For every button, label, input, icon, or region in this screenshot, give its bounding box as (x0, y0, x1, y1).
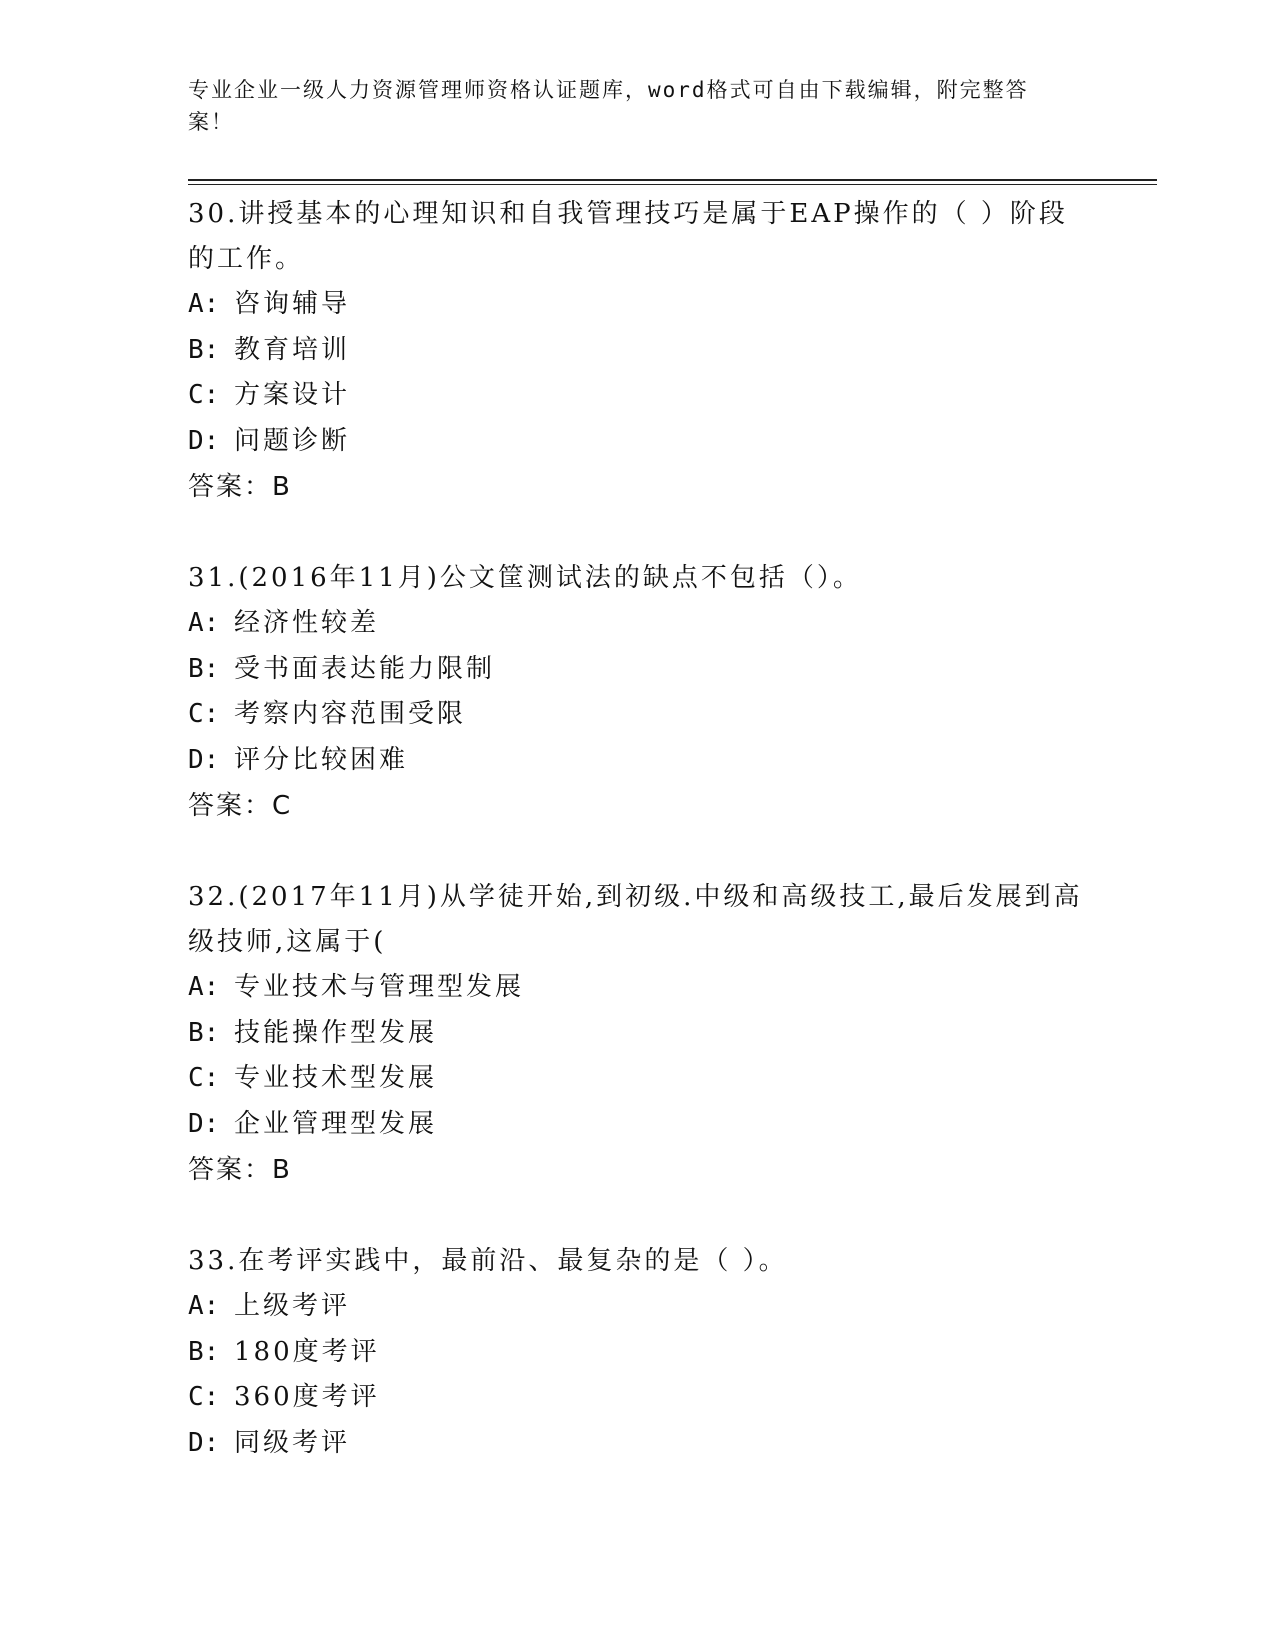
page-header: 专业企业一级人力资源管理师资格认证题库，word格式可自由下载编辑，附完整答案！ (188, 78, 1029, 134)
option-text: 360度考评 (234, 1382, 380, 1412)
option-d (188, 738, 1088, 784)
option-c (188, 1375, 1088, 1421)
option-c (188, 1056, 1088, 1102)
option-b (188, 1011, 1088, 1057)
option-text: 咨询辅导 (234, 289, 351, 319)
option-c (188, 373, 1088, 419)
option-d (188, 1421, 1088, 1467)
question-33 (188, 1239, 1088, 1466)
option-text: 受书面表达能力限制 (234, 653, 496, 684)
option-key: A: (188, 972, 220, 1002)
option-key: D: (188, 1427, 220, 1458)
option-text: 考察内容范围受限 (234, 699, 467, 729)
option-d (188, 1102, 1088, 1148)
option-key: A: (188, 608, 220, 638)
answer-line: 答案：B (188, 472, 292, 502)
option-text: 专业技术型发展 (234, 1063, 438, 1093)
option-c (188, 692, 1088, 738)
option-key: B: (188, 334, 220, 365)
option-text: 技能操作型发展 (234, 1017, 438, 1048)
question-32 (188, 875, 1088, 1193)
option-key: C: (188, 380, 220, 410)
option-text: 评分比较困难 (234, 744, 409, 775)
option-a (188, 601, 1088, 647)
option-key: A: (188, 289, 220, 319)
question-text: 31.(2016年11月)公文筐测试法的缺点不包括（）。 (188, 563, 862, 593)
option-key: C: (188, 1063, 220, 1093)
option-key: B: (188, 1017, 220, 1048)
option-a (188, 1284, 1088, 1330)
option-text: 问题诊断 (234, 425, 351, 456)
option-key: D: (188, 425, 220, 456)
option-text: 方案设计 (234, 380, 351, 410)
option-a (188, 282, 1088, 328)
option-key: C: (188, 1382, 220, 1412)
option-text: 180度考评 (234, 1336, 380, 1367)
option-b (188, 1330, 1088, 1376)
option-text: 经济性较差 (234, 608, 380, 638)
option-key: C: (188, 699, 220, 729)
answer-line: 答案：C (188, 791, 293, 821)
option-key: B: (188, 653, 220, 684)
answer-line: 答案：B (188, 1155, 292, 1185)
option-text: 同级考评 (234, 1427, 351, 1458)
option-key: D: (188, 744, 220, 775)
question-text: 30.讲授基本的心理知识和自我管理技巧是属于EAP操作的（ ）阶段的工作。 (188, 199, 1068, 274)
option-key: B: (188, 1336, 220, 1367)
header-rule-thick (188, 179, 1157, 181)
option-text: 教育培训 (234, 334, 351, 365)
option-b (188, 328, 1088, 374)
option-key: A: (188, 1291, 220, 1321)
question-30 (188, 192, 1088, 510)
option-text: 上级考评 (234, 1291, 351, 1321)
question-31 (188, 556, 1088, 829)
option-b (188, 647, 1088, 693)
option-a (188, 965, 1088, 1011)
option-key: D: (188, 1108, 220, 1139)
option-text: 企业管理型发展 (234, 1108, 438, 1139)
option-d (188, 419, 1088, 465)
question-text: 32.(2017年11月)从学徒开始,到初级.中级和高级技工,最后发展到高级技师,这属于( (188, 882, 1083, 957)
header-rule-thin (188, 184, 1157, 185)
question-text: 33.在考评实践中，最前沿、最复杂的是（ ）。 (188, 1246, 788, 1276)
option-text: 专业技术与管理型发展 (234, 972, 525, 1002)
question-list (188, 192, 1088, 1512)
